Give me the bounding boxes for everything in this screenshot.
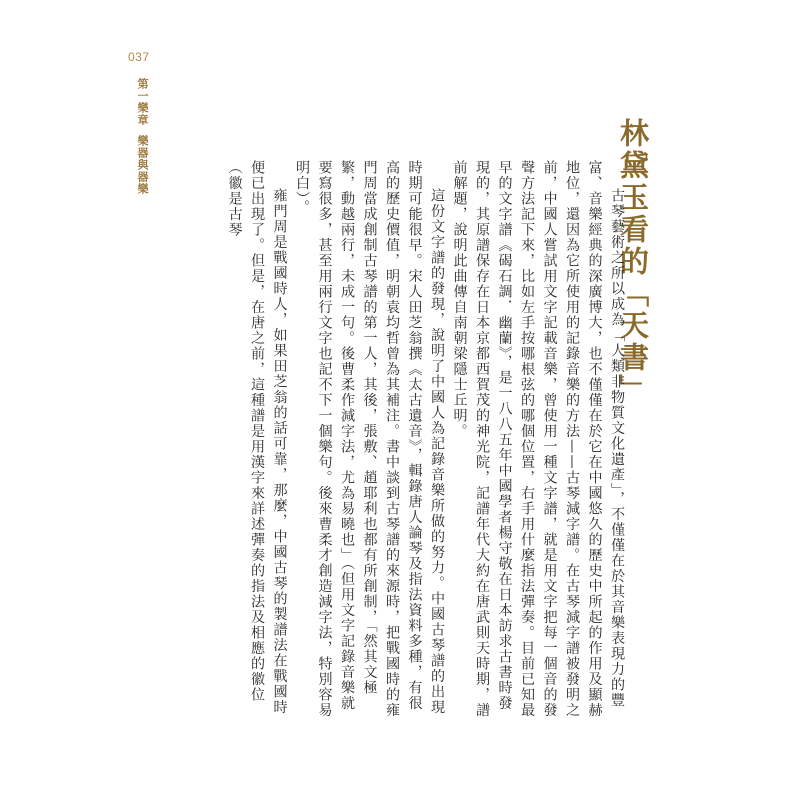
running-head — [134, 78, 150, 195]
page-number: 037 — [128, 50, 150, 64]
paragraph: 古琴藝術之所以成為「人類非物質文化遺產」，不僅僅在於其音樂表現力的豐富、音樂經典的深廣博大，也不僅僅在於它在中國悠久的歷史中所起的作用及顯赫地位，還因為它所使用的記錄音樂的方法——古琴減字譜。在古琴減字譜被發明之前，中國人嘗試用文字記載音樂，曾使用一種文字譜，就是用文字把每一個音的發聲方法記下來，比如左手按哪根弦的哪個位置，右手用什麼指法彈奏。目前已知最早的文字譜《碣石調．幽蘭》，是一八八五年中國學者楊守敬在日本訪求古書時發現的，其原譜保存在日本京都西賀茂的神光院，記譜年代大約在唐武則天時期，譜前解題，說明此曲傳自南朝梁隱士丘明。 — [451, 160, 625, 718]
running-head-topic: 樂器與器樂 — [136, 135, 149, 195]
body-text — [166, 160, 628, 724]
article-title: 林黛玉看的「天書」 — [616, 118, 650, 406]
running-head-chapter: 第一樂章 — [136, 78, 149, 126]
paragraph: 這份文字譜的發現，說明了中國人為記錄音樂所做的努力。中國古琴譜的出現時期可能很早。宋人田芝翁撰《太古遺音》，輯錄唐人論琴及指法資料多種，有很高的歷史價值，明朝袁均哲曾為其補注。書中談到古琴譜的來源時，把戰國時的雍門周當成創制古琴譜的第一人，其後，張敷、趙耶利也都有所創制，「然其文極繁，動越兩行，未成一句。後曹柔作減字法，尤為易曉也」（但用文字記錄音樂就要寫很多，甚至用兩行文字也記不下一個樂句。後來曹柔才創造減字法，特別容易明白）。 — [294, 160, 445, 718]
paragraph: 雍門周是戰國時人，如果田芝翁的話可靠，那麼，中國古琴的製譜法在戰國時便已出現了。但是，在唐之前，這種譜是用漢字來詳述彈奏的指法及相應的徽位（徽是古琴 — [226, 160, 288, 716]
